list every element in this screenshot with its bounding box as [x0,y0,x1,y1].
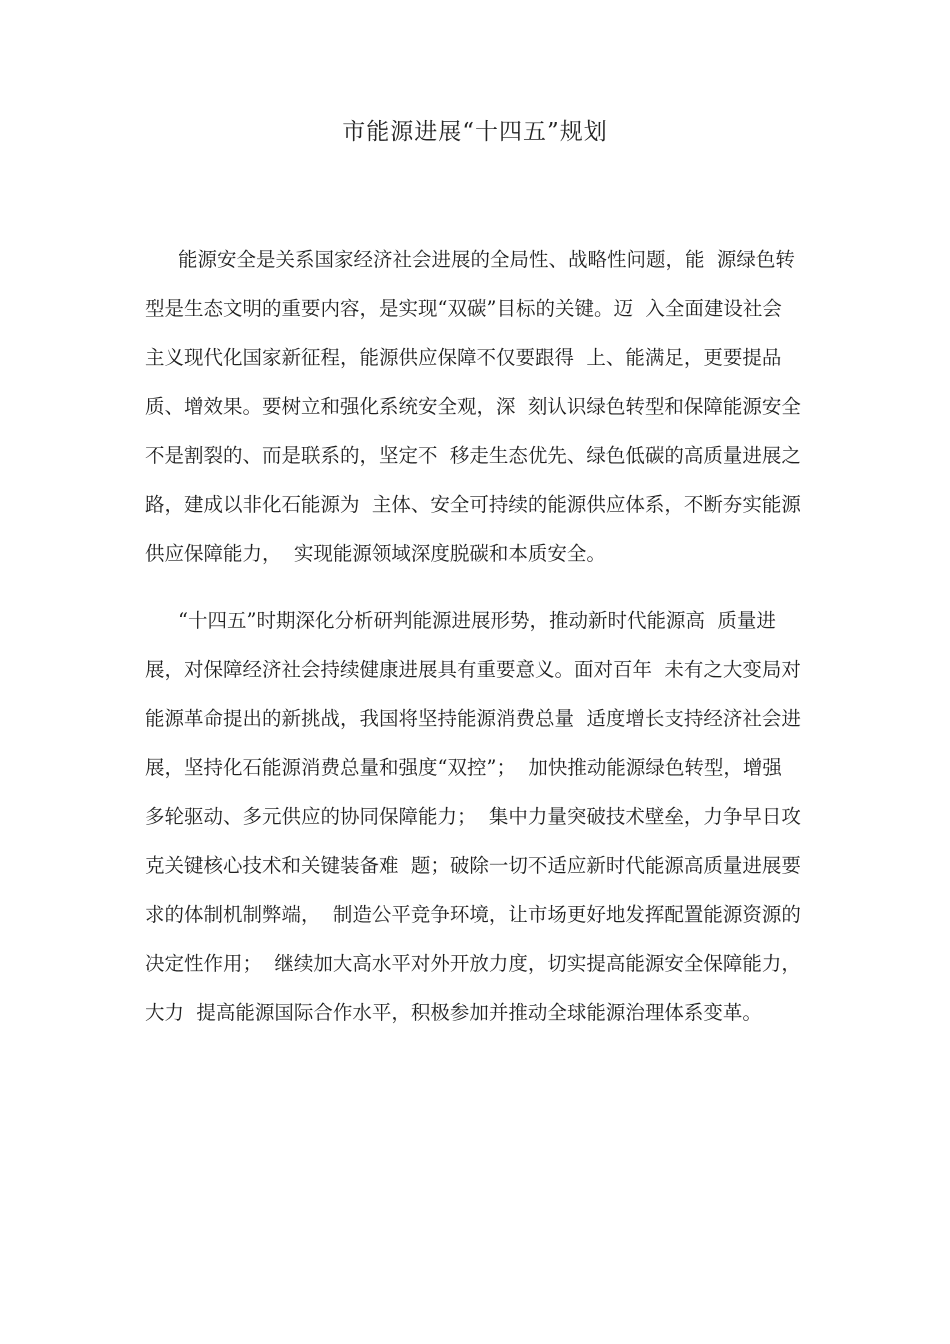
paragraph-1-line-6: 路，建成以非化石能源为 主体、安全可持续的能源供应体系，不断夯实能源 [145,493,801,516]
paragraph-2-line-1: “十四五”时期深化分析研判能源进展形势，推动新时代能源高 质量进 [178,609,776,632]
paragraph-1-line-7: 供应保障能力， 实现能源领域深度脱碳和本质安全。 [145,542,606,565]
paragraph-2-line-3: 能源革命提出的新挑战，我国将坚持能源消费总量 适度增长支持经济社会进 [145,707,801,730]
paragraph-2-line-4: 展，坚持化石能源消费总量和强度“双控”； 加快推动能源绿色转型，增强 [145,756,782,779]
paragraph-1-line-5: 不是割裂的、而是联系的，坚定不 移走生态优先、绿色低碳的高质量进展之 [145,444,801,467]
paragraph-2-line-8: 决定性作用； 继续加大高水平对外开放力度，切实提高能源安全保障能力， [145,952,801,975]
paragraph-2-line-7: 求的体制机制弊端， 制造公平竞争环境，让市场更好地发挥配置能源资源的 [145,903,801,926]
document-title: 市能源进展“十四五”规划 [342,119,608,145]
paragraph-2-line-5: 多轮驱动、多元供应的协同保障能力； 集中力量突破技术壁垒，力争早日攻 [145,805,801,828]
paragraph-2-line-6: 克关键核心技术和关键装备难 题；破除一切不适应新时代能源高质量进展要 [145,854,801,877]
paragraph-1-line-1: 能源安全是关系国家经济社会进展的全局性、战略性问题，能 源绿色转 [178,248,795,271]
paragraph-2-line-9: 大力 提高能源国际合作水平，积极参加并推动全球能源治理体系变革。 [145,1001,762,1024]
paragraph-1-line-4: 质、增效果。要树立和强化系统安全观，深 刻认识绿色转型和保障能源安全 [145,395,801,418]
paragraph-1-line-2: 型是生态文明的重要内容，是实现“双碳”目标的关键。迈 入全面建设社会 [145,297,782,320]
paragraph-2-line-2: 展，对保障经济社会持续健康进展具有重要意义。面对百年 未有之大变局对 [145,658,801,681]
paragraph-1-line-3: 主义现代化国家新征程，能源供应保障不仅要跟得 上、能满足，更要提品 [145,346,782,369]
